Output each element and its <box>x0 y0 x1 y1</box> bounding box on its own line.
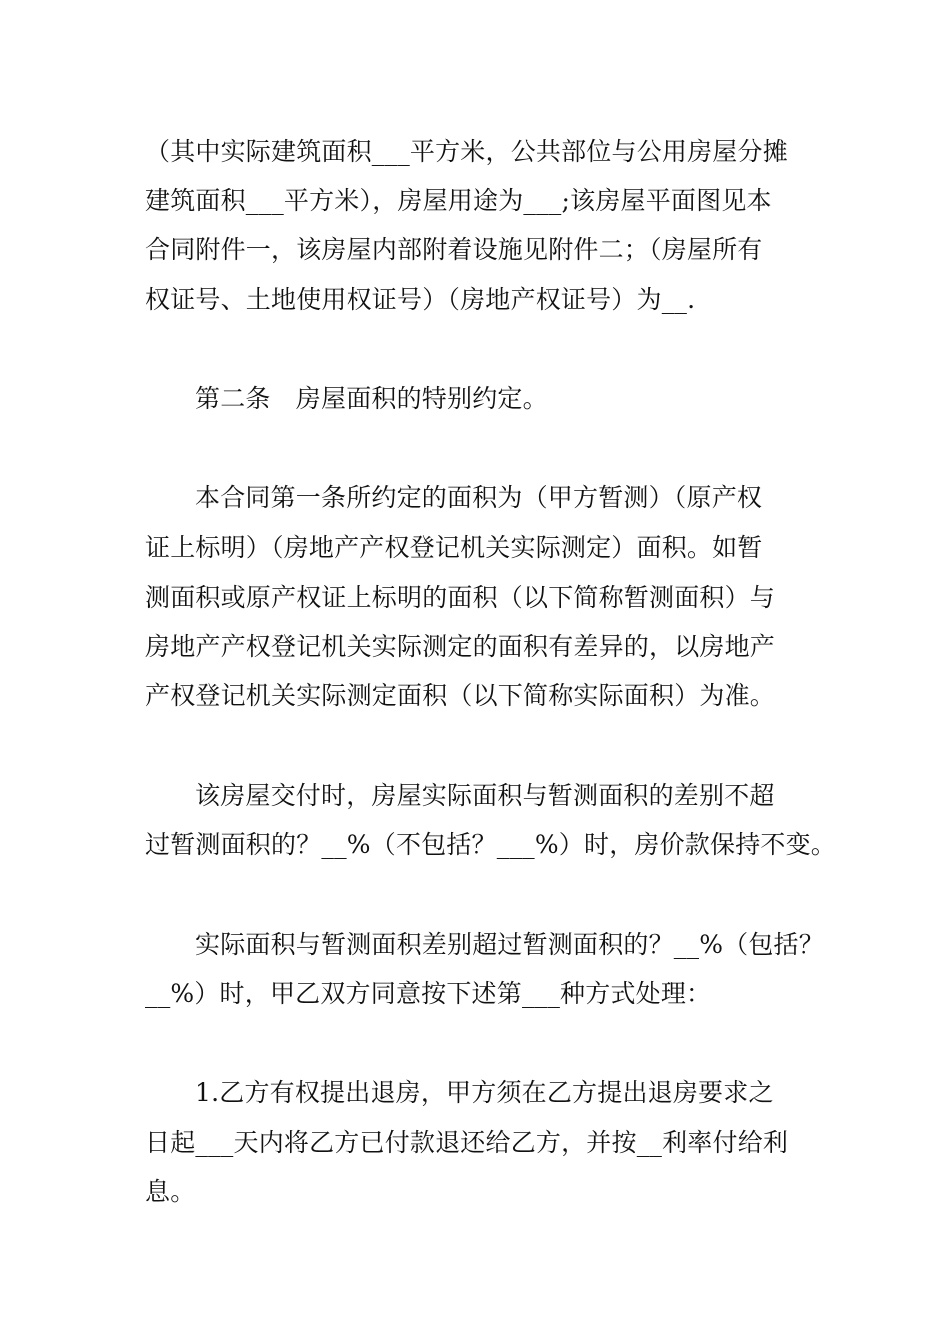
paragraph-5-line-2: __%）时，甲乙双方同意按下述第___种方式处理： <box>145 979 712 1008</box>
paragraph-1-line-3: 合同附件一，该房屋内部附着设施见附件二；（房屋所有 <box>145 235 763 264</box>
paragraph-3-line-4: 房地产产权登记机关实际测定的面积有差异的，以房地产 <box>145 632 776 661</box>
paragraph-4-line-2: 过暂测面积的？__%（不包括？___%）时，房价款保持不变。 <box>145 830 837 859</box>
paragraph-3-line-5: 产权登记机关实际测定面积（以下简称实际面积）为准。 <box>145 681 776 710</box>
paragraph-1-line-1: （其中实际建筑面积___平方米，公共部位与公用房屋分摊 <box>145 137 788 166</box>
paragraph-3-line-2: 证上标明）（房地产产权登记机关实际测定）面积。如暂 <box>145 533 763 562</box>
article-heading: 第二条 房屋面积的特别约定。 <box>195 384 548 413</box>
paragraph-3-line-3: 测面积或原产权证上标明的面积（以下简称暂测面积）与 <box>145 583 776 612</box>
paragraph-6-line-2: 日起___天内将乙方已付款退还给乙方，并按__利率付给利 <box>145 1128 789 1157</box>
paragraph-6-line-1: 1.乙方有权提出退房，甲方须在乙方提出退房要求之 <box>195 1078 774 1107</box>
paragraph-1-line-4: 权证号、土地使用权证号）（房地产权证号）为__. <box>145 285 696 314</box>
paragraph-3-line-1: 本合同第一条所约定的面积为（甲方暂测）（原产权 <box>195 483 763 512</box>
paragraph-5-line-1: 实际面积与暂测面积差别超过暂测面积的？__%（包括？ <box>195 930 824 959</box>
paragraph-6-line-3: 息。 <box>145 1177 196 1206</box>
paragraph-4-line-1: 该房屋交付时，房屋实际面积与暂测面积的差别不超 <box>195 781 775 810</box>
paragraph-1-line-2: 建筑面积___平方米），房屋用途为___;该房屋平面图见本 <box>145 186 772 215</box>
